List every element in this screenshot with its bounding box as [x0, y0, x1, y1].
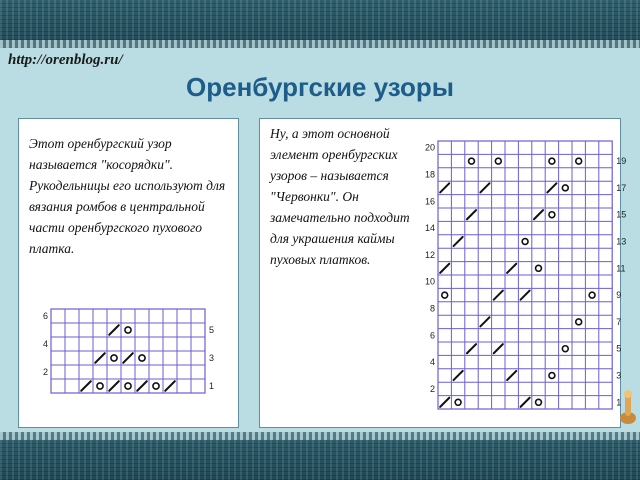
row-label-right: 13 [616, 236, 627, 247]
row-label-right: 19 [616, 156, 627, 167]
row-label-right: 9 [616, 290, 622, 301]
row-label-left: 6 [42, 311, 48, 321]
chervonki-chart [424, 137, 627, 415]
top-decorative-band [0, 0, 640, 48]
row-label-right: 3 [616, 370, 622, 381]
kosoryadki-chart [39, 305, 215, 413]
right-panel [259, 118, 627, 428]
top-band-edge [0, 40, 640, 48]
kosoryadki-description: Этот оренбургский узор называется "косорядки". Рукодельницы его используют для вязания ромбов в центральной части оренбургского пухового платка. [29, 136, 226, 256]
row-label-left: 2 [42, 367, 48, 377]
chervonki-description: Ну, а этот основной элемент оренбургских узоров – называется "Червонки". Он замечательно подходит для украшения каймы пуховых платков. [270, 126, 410, 267]
bottom-band-edge [0, 432, 640, 440]
row-label-right: 3 [209, 353, 215, 363]
row-label-left: 4 [429, 357, 435, 368]
row-label-left: 14 [424, 223, 435, 234]
row-label-right: 7 [616, 316, 622, 327]
site-url-link[interactable]: http://orenblog.ru/ [8, 52, 123, 68]
row-label-left: 12 [424, 249, 435, 260]
row-label-left: 20 [424, 142, 435, 153]
row-label-right: 17 [616, 182, 627, 193]
row-label-right: 15 [616, 209, 627, 220]
row-label-right: 1 [209, 381, 215, 391]
row-label-left: 8 [429, 303, 435, 314]
page-title: Оренбургские узоры [186, 72, 454, 102]
left-panel [18, 118, 239, 428]
corner-decoration-icon [618, 388, 638, 428]
row-label-left: 18 [424, 169, 435, 180]
row-label-right: 5 [209, 325, 215, 335]
bottom-decorative-band [0, 432, 640, 480]
row-label-left: 6 [429, 330, 435, 341]
row-label-right: 11 [616, 263, 626, 274]
row-label-right: 1 [616, 397, 622, 408]
row-label-left: 10 [424, 276, 435, 287]
row-label-left: 16 [424, 196, 435, 207]
row-label-left: 4 [42, 339, 48, 349]
row-label-right: 5 [616, 343, 622, 354]
row-label-left: 2 [429, 383, 435, 394]
